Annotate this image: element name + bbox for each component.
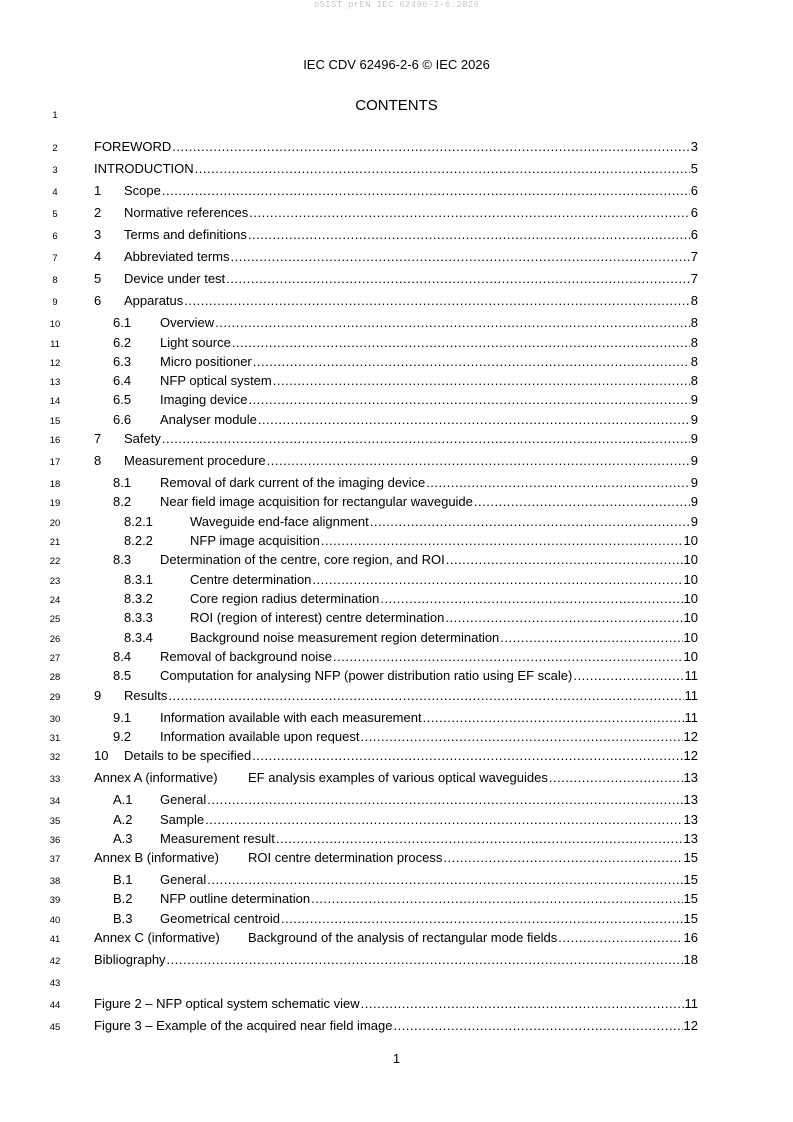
toc-entry-title: NFP image acquisition xyxy=(190,533,320,548)
toc-entry-number: 9.2 xyxy=(113,729,132,744)
toc-entry-title: INTRODUCTION xyxy=(94,161,194,176)
dot-leader xyxy=(232,335,690,350)
toc-entry-number: 8 xyxy=(94,453,102,468)
toc-entry[interactable] xyxy=(94,930,698,945)
toc-entry-number: 8.2.1 xyxy=(124,514,153,529)
toc-entry[interactable] xyxy=(94,139,698,154)
toc-entry[interactable] xyxy=(94,996,698,1011)
toc-entry-number: 8.3 xyxy=(113,552,132,567)
toc-entry-number: B.1 xyxy=(113,872,133,887)
toc-entry[interactable] xyxy=(113,392,698,407)
line-number: 10 xyxy=(49,319,61,330)
line-number: 45 xyxy=(49,1022,61,1033)
dot-leader xyxy=(443,850,682,865)
dot-leader xyxy=(248,392,689,407)
toc-entry-title: Information available with each measurement xyxy=(160,710,422,725)
toc-entry-page: 8 xyxy=(690,293,698,308)
toc-entry[interactable] xyxy=(94,453,698,468)
dot-leader xyxy=(426,475,690,490)
toc-entry-number: A.1 xyxy=(113,792,133,807)
toc-entry-number: 6.4 xyxy=(113,373,132,388)
toc-entry-number: 6.5 xyxy=(113,392,132,407)
toc-entry-page: 10 xyxy=(683,552,698,567)
toc-entry[interactable] xyxy=(113,475,698,490)
toc-entry-number: 6.6 xyxy=(113,412,132,427)
line-number: 17 xyxy=(49,457,61,468)
toc-entry-number: Annex B (informative) xyxy=(94,850,219,865)
toc-entry[interactable] xyxy=(113,412,698,427)
toc-entry-number: 6 xyxy=(94,293,102,308)
toc-entry-page: 10 xyxy=(683,533,698,548)
toc-entry[interactable] xyxy=(113,315,698,330)
toc-entry-title: Determination of the centre, core region, and ROI xyxy=(160,552,445,567)
line-number: 18 xyxy=(49,479,61,490)
dot-leader xyxy=(380,591,682,606)
toc-entry-number: 6.3 xyxy=(113,354,132,369)
line-number: 42 xyxy=(49,956,61,967)
line-number: 20 xyxy=(49,518,61,529)
toc-entry-page: 15 xyxy=(683,911,698,926)
dot-leader xyxy=(249,205,689,220)
toc-entry[interactable] xyxy=(94,1018,698,1033)
toc-entry-page: 9 xyxy=(690,431,698,446)
toc-entry-title: Safety xyxy=(124,431,161,446)
toc-entry[interactable] xyxy=(94,850,698,865)
toc-entry-page: 9 xyxy=(690,412,698,427)
toc-entry-page: 8 xyxy=(690,335,698,350)
dot-leader xyxy=(281,911,683,926)
dot-leader xyxy=(252,748,682,763)
line-number: 30 xyxy=(49,714,61,725)
toc-entry-page: 15 xyxy=(683,850,698,865)
toc-entry-title: ROI centre determination process xyxy=(248,850,443,865)
toc-entry-page: 13 xyxy=(683,792,698,807)
toc-entry-number: 3 xyxy=(94,227,102,242)
toc-entry[interactable] xyxy=(113,729,698,744)
dot-leader xyxy=(205,812,682,827)
toc-entry-page: 5 xyxy=(690,161,698,176)
toc-entry-number: 5 xyxy=(94,271,102,286)
line-number: 8 xyxy=(52,275,58,286)
toc-entry[interactable] xyxy=(113,792,698,807)
toc-entry-title: General xyxy=(160,792,207,807)
dot-leader xyxy=(172,139,689,154)
toc-entry-title: Measurement procedure xyxy=(124,453,266,468)
dot-leader xyxy=(226,271,690,286)
line-number: 28 xyxy=(49,672,61,683)
line-number: 34 xyxy=(49,796,61,807)
dot-leader xyxy=(445,610,682,625)
toc-entry-number: 8.1 xyxy=(113,475,132,490)
toc-entry-number: 1 xyxy=(94,183,102,198)
toc-entry-title: Details to be specified xyxy=(124,748,252,763)
page-number: 1 xyxy=(392,1051,401,1066)
toc-entry-title: NFP optical system xyxy=(160,373,272,388)
toc-entry-title: Abbreviated terms xyxy=(124,249,230,264)
toc-entry[interactable] xyxy=(94,952,698,967)
line-number: 2 xyxy=(52,143,58,154)
line-number: 29 xyxy=(49,692,61,703)
toc-entry-title: Waveguide end-face alignment xyxy=(190,514,369,529)
toc-entry-page: 7 xyxy=(690,271,698,286)
dot-leader xyxy=(276,831,683,846)
toc-entry-number: 8.3.3 xyxy=(124,610,153,625)
line-number: 5 xyxy=(52,209,58,220)
toc-entry-number: 8.3.2 xyxy=(124,591,153,606)
line-number: 25 xyxy=(49,614,61,625)
toc-entry-title: Sample xyxy=(160,812,205,827)
toc-entry-page: 18 xyxy=(683,952,698,967)
line-number: 11 xyxy=(50,339,60,350)
toc-entry[interactable] xyxy=(113,335,698,350)
toc-entry-title: Micro positioner xyxy=(160,354,252,369)
contents-title: CONTENTS xyxy=(355,97,438,114)
toc-entry-page: 16 xyxy=(683,930,698,945)
line-number: 23 xyxy=(49,576,61,587)
line-number: 24 xyxy=(49,595,61,606)
toc-entry-title: Figure 3 – Example of the acquired near field image xyxy=(94,1018,393,1033)
toc-entry-number: 8.3.1 xyxy=(124,572,153,587)
dot-leader xyxy=(549,770,683,785)
toc-entry-title: Normative references xyxy=(124,205,249,220)
toc-entry-title: Imaging device xyxy=(160,392,248,407)
toc-entry[interactable] xyxy=(113,354,698,369)
toc-entry-title: EF analysis examples of various optical waveguides xyxy=(248,770,548,785)
toc-entry-title: Information available upon request xyxy=(160,729,360,744)
toc-entry[interactable] xyxy=(113,373,698,388)
line-number: 31 xyxy=(49,733,61,744)
line-number: 40 xyxy=(49,915,61,926)
toc-entry-title: Light source xyxy=(160,335,231,350)
toc-entry-page: 10 xyxy=(683,572,698,587)
line-number: 26 xyxy=(49,634,61,645)
dot-leader xyxy=(360,729,682,744)
line-number: 16 xyxy=(49,435,61,446)
toc-entry[interactable] xyxy=(94,271,698,286)
toc-entry-number: 8.2.2 xyxy=(124,533,153,548)
toc-entry-title: Removal of background noise xyxy=(160,649,332,664)
dot-leader xyxy=(311,891,682,906)
line-number: 4 xyxy=(52,187,58,198)
toc-entry-title: Overview xyxy=(160,315,215,330)
line-number: 9 xyxy=(52,297,58,308)
dot-leader xyxy=(573,668,683,683)
toc-entry-page: 9 xyxy=(690,494,698,509)
toc-entry[interactable] xyxy=(113,872,698,887)
toc-entry-title: Figure 2 – NFP optical system schematic view xyxy=(94,996,360,1011)
dot-leader xyxy=(393,1018,682,1033)
document-header: IEC CDV 62496-2-6 © IEC 2026 xyxy=(303,57,490,72)
toc-entry-title: ROI (region of interest) centre determination xyxy=(190,610,445,625)
dot-leader xyxy=(253,354,690,369)
toc-entry-page: 6 xyxy=(690,183,698,198)
toc-entry-number: A.3 xyxy=(113,831,133,846)
toc-entry-title: Near field image acquisition for rectangular waveguide xyxy=(160,494,473,509)
dot-leader xyxy=(207,872,682,887)
dot-leader xyxy=(273,373,690,388)
toc-entry[interactable] xyxy=(113,812,698,827)
line-number: 41 xyxy=(49,934,61,945)
dot-leader xyxy=(312,572,682,587)
toc-entry-page: 15 xyxy=(683,891,698,906)
dot-leader xyxy=(258,412,690,427)
line-number: 3 xyxy=(52,165,58,176)
toc-entry-page: 8 xyxy=(690,373,698,388)
toc-entry-page: 6 xyxy=(690,227,698,242)
dot-leader xyxy=(184,293,690,308)
toc-entry-page: 15 xyxy=(683,872,698,887)
dot-leader xyxy=(195,161,690,176)
toc-entry-page: 12 xyxy=(683,748,698,763)
line-number: 21 xyxy=(49,537,61,548)
line-number: 38 xyxy=(49,876,61,887)
toc-entry[interactable] xyxy=(94,688,698,703)
toc-entry[interactable] xyxy=(94,249,698,264)
toc-entry-page: 9 xyxy=(690,453,698,468)
toc-entry-number: 8.3.4 xyxy=(124,630,153,645)
dot-leader xyxy=(423,710,684,725)
toc-entry-page: 11 xyxy=(684,996,698,1011)
dot-leader xyxy=(558,930,682,945)
toc-entry[interactable] xyxy=(113,710,698,725)
toc-entry[interactable] xyxy=(113,668,698,683)
dot-leader xyxy=(267,453,690,468)
line-number: 15 xyxy=(49,416,61,427)
toc-entry-title: Apparatus xyxy=(124,293,184,308)
line-number: 35 xyxy=(49,816,61,827)
toc-entry-page: 9 xyxy=(690,475,698,490)
toc-entry-page: 9 xyxy=(690,392,698,407)
dot-leader xyxy=(361,996,684,1011)
toc-entry-title: Device under test xyxy=(124,271,226,286)
toc-entry-number: 8.2 xyxy=(113,494,132,509)
toc-entry-title: NFP outline determination xyxy=(160,891,311,906)
line-number: 27 xyxy=(49,653,61,664)
toc-entry-page: 10 xyxy=(683,630,698,645)
dot-leader xyxy=(248,227,690,242)
toc-entry-number: B.2 xyxy=(113,891,133,906)
dot-leader xyxy=(162,183,690,198)
line-number: 44 xyxy=(49,1000,61,1011)
toc-entry-number: 2 xyxy=(94,205,102,220)
toc-entry-number: 6.2 xyxy=(113,335,132,350)
toc-entry[interactable] xyxy=(94,748,698,763)
line-number: 22 xyxy=(49,556,61,567)
toc-entry-title: Background of the analysis of rectangular mode fields xyxy=(248,930,558,945)
dot-leader xyxy=(333,649,683,664)
toc-entry-title: Computation for analysing NFP (power distribution ratio using EF scale) xyxy=(160,668,573,683)
dot-leader xyxy=(446,552,683,567)
toc-entry-title: General xyxy=(160,872,207,887)
dot-leader xyxy=(370,514,690,529)
toc-entry[interactable] xyxy=(94,227,698,242)
toc-entry-title: Centre determination xyxy=(190,572,312,587)
toc-entry-page: 13 xyxy=(683,831,698,846)
dot-leader xyxy=(500,630,682,645)
toc-entry-title: Geometrical centroid xyxy=(160,911,280,926)
line-number: 32 xyxy=(49,752,61,763)
line-number: 43 xyxy=(49,978,61,989)
toc-entry-title: Measurement result xyxy=(160,831,275,846)
dot-leader xyxy=(207,792,682,807)
toc-entry-number: 7 xyxy=(94,431,102,446)
toc-entry-title: Analyser module xyxy=(160,412,257,427)
toc-entry[interactable] xyxy=(94,205,698,220)
toc-entry-title: Scope xyxy=(124,183,161,198)
toc-entry-title: Background noise measurement region determination xyxy=(190,630,500,645)
toc-entry-number: 6.1 xyxy=(113,315,132,330)
toc-entry-title: Terms and definitions xyxy=(124,227,247,242)
dot-leader xyxy=(167,952,683,967)
line-number: 19 xyxy=(49,498,61,509)
toc-entry-title: Removal of dark current of the imaging device xyxy=(160,475,426,490)
toc-entry-page: 13 xyxy=(683,770,698,785)
toc-entry-page: 3 xyxy=(690,139,698,154)
toc-entry[interactable] xyxy=(94,770,698,785)
toc-entry-number: 9 xyxy=(94,688,102,703)
toc-entry-title: Bibliography xyxy=(94,952,166,967)
toc-entry[interactable] xyxy=(94,293,698,308)
dot-leader xyxy=(321,533,683,548)
toc-entry-title: Core region radius determination xyxy=(190,591,380,606)
toc-entry-page: 10 xyxy=(683,649,698,664)
toc-entry-title: Results xyxy=(124,688,168,703)
toc-entry-page: 10 xyxy=(683,591,698,606)
toc-entry-page: 9 xyxy=(690,514,698,529)
dot-leader xyxy=(215,315,690,330)
toc-entry[interactable] xyxy=(94,431,698,446)
toc-entry-number: Annex A (informative) xyxy=(94,770,218,785)
toc-entry[interactable] xyxy=(124,610,698,625)
toc-entry[interactable] xyxy=(113,891,698,906)
toc-entry-page: 10 xyxy=(683,610,698,625)
toc-entry[interactable] xyxy=(124,630,698,645)
toc-entry-number: B.3 xyxy=(113,911,133,926)
toc-entry[interactable] xyxy=(113,831,698,846)
toc-entry-number: 10 xyxy=(94,748,109,763)
toc-entry-number: A.2 xyxy=(113,812,133,827)
toc-entry-page: 8 xyxy=(690,315,698,330)
line-number: 33 xyxy=(49,774,61,785)
toc-entry[interactable] xyxy=(113,552,698,567)
toc-entry-number: Annex C (informative) xyxy=(94,930,220,945)
toc-entry[interactable] xyxy=(113,649,698,664)
toc-entry-page: 8 xyxy=(690,354,698,369)
toc-entry-number: 8.4 xyxy=(113,649,132,664)
line-number: 36 xyxy=(49,835,61,846)
line-number: 7 xyxy=(52,253,58,264)
toc-entry-page: 12 xyxy=(683,1018,698,1033)
toc-entry-page: 12 xyxy=(683,729,698,744)
line-number: 1 xyxy=(52,110,58,121)
toc-entry[interactable] xyxy=(94,161,698,176)
dot-leader xyxy=(231,249,690,264)
toc-entry[interactable] xyxy=(124,514,698,529)
toc-entry[interactable] xyxy=(124,572,698,587)
line-number: 14 xyxy=(49,396,61,407)
dot-leader xyxy=(474,494,690,509)
toc-entry-title: FOREWORD xyxy=(94,139,172,154)
toc-entry[interactable] xyxy=(94,183,698,198)
toc-entry-page: 11 xyxy=(684,710,698,725)
line-number: 39 xyxy=(49,895,61,906)
watermark: oSIST prEN IEC 62496-2-6:2026 xyxy=(313,0,480,10)
toc-entry-page: 13 xyxy=(683,812,698,827)
toc-entry-page: 11 xyxy=(684,688,698,703)
dot-leader xyxy=(168,688,683,703)
toc-entry[interactable] xyxy=(113,911,698,926)
toc-entry-number: 9.1 xyxy=(113,710,132,725)
toc-entry-number: 4 xyxy=(94,249,102,264)
toc-entry-page: 6 xyxy=(690,205,698,220)
dot-leader xyxy=(162,431,690,446)
toc-entry-page: 7 xyxy=(690,249,698,264)
toc-entry-number: 8.5 xyxy=(113,668,132,683)
line-number: 13 xyxy=(49,377,61,388)
toc-entry[interactable] xyxy=(124,591,698,606)
toc-entry[interactable] xyxy=(113,494,698,509)
line-number: 37 xyxy=(49,854,61,865)
line-number: 6 xyxy=(52,231,58,242)
toc-entry[interactable] xyxy=(124,533,698,548)
line-number: 12 xyxy=(49,358,61,369)
toc-entry-page: 11 xyxy=(684,668,698,683)
